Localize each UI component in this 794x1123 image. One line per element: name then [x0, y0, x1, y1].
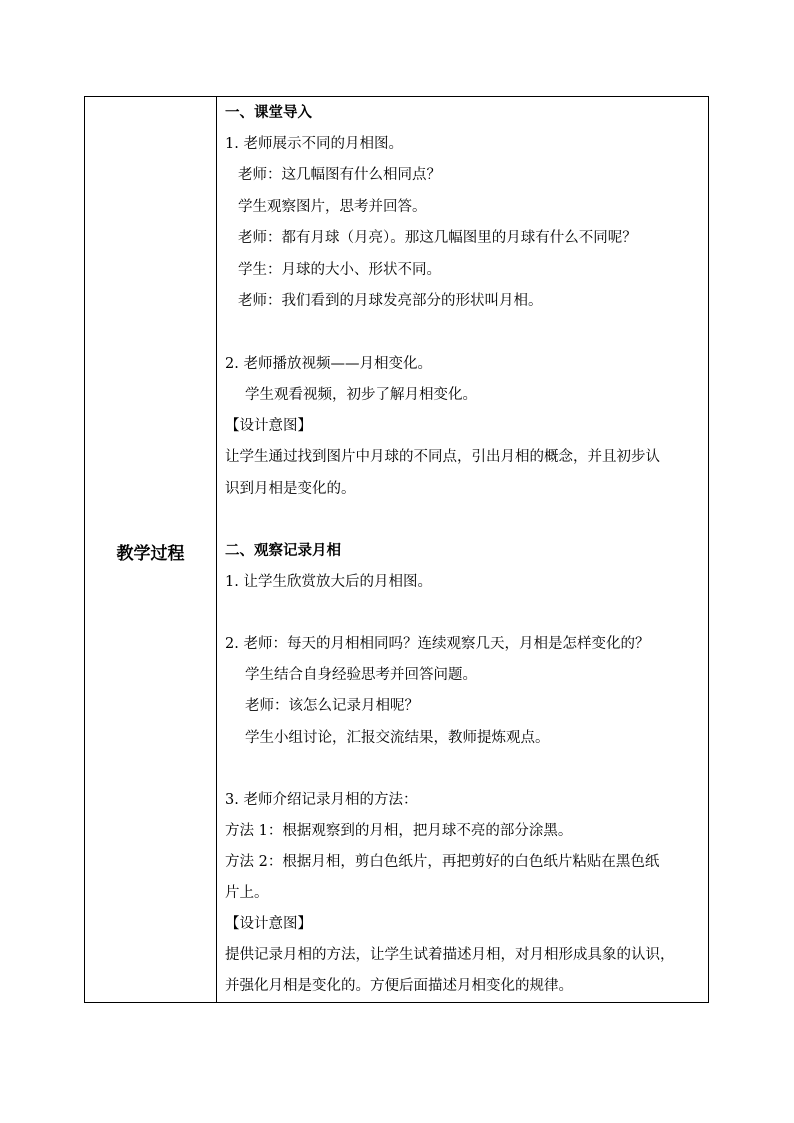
dialogue-line: 老师：都有月球（月亮）。那这几幅图里的月球有什么不同呢？	[238, 230, 637, 246]
dialogue-line: 学生观察图片，思考并回答。	[238, 199, 427, 215]
section-label: 教学过程	[116, 544, 185, 564]
dialogue-line: 学生小组讨论，汇报交流结果，教师提炼观点。	[245, 730, 550, 746]
step-1: 1. 老师展示不同的月相图。	[225, 136, 403, 152]
step-3: 3. 老师介绍记录月相的方法：	[225, 792, 418, 808]
section-label-cell	[85, 97, 217, 1002]
dialogue-line: 学生观看视频，初步了解月相变化。	[245, 387, 477, 403]
design-intent-label: 【设计意图】	[225, 916, 312, 932]
dialogue-line: 学生结合自身经验思考并回答问题。	[245, 667, 477, 683]
method-2: 方法 2：根据月相，剪白色纸片，再把剪好的白色纸片粘贴在黑色纸	[225, 854, 660, 870]
design-intent-text: 让学生通过找到图片中月球的不同点，引出月相的概念，并且初步认	[225, 449, 660, 465]
heading-intro: 一、课堂导入	[225, 104, 312, 121]
method-1: 方法 1：根据观察到的月相，把月球不亮的部分涂黑。	[225, 823, 573, 839]
dialogue-line: 老师：该怎么记录月相呢？	[245, 698, 419, 714]
content-cell	[217, 97, 708, 1002]
dialogue-line: 老师：这几幅图有什么相同点？	[238, 167, 441, 183]
design-intent-text: 提供记录月相的方法，让学生试着描述月相，对月相形成具象的认识，	[225, 947, 675, 963]
step-2: 2. 老师播放视频——月相变化。	[225, 356, 432, 372]
design-intent-text: 识到月相是变化的。	[225, 481, 356, 497]
step-2: 2. 老师：每天的月相相同吗？连续观察几天，月相是怎样变化的？	[225, 636, 650, 652]
lesson-table	[84, 96, 709, 1003]
heading-observe: 二、观察记录月相	[225, 542, 341, 559]
step-1: 1. 让学生欣赏放大后的月相图。	[225, 574, 432, 590]
method-2-cont: 片上。	[225, 885, 269, 901]
dialogue-line: 学生：月球的大小、形状不同。	[238, 262, 441, 278]
design-intent-text: 并强化月相是变化的。方便后面描述月相变化的规律。	[225, 978, 573, 994]
dialogue-line: 老师：我们看到的月球发亮部分的形状叫月相。	[238, 293, 543, 309]
design-intent-label: 【设计意图】	[225, 418, 312, 434]
